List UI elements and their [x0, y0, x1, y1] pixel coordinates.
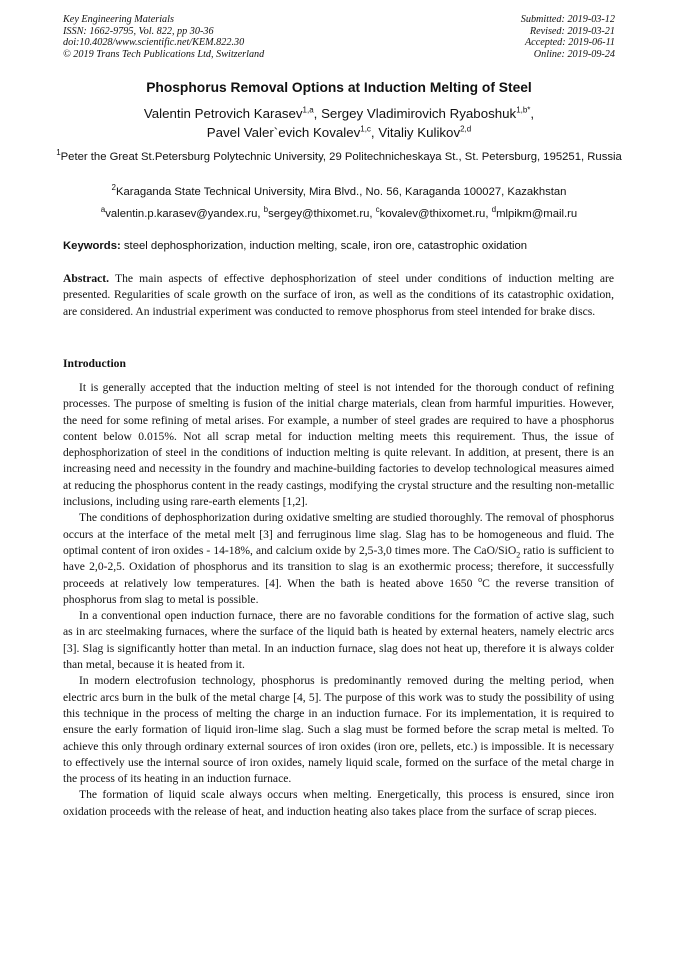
accepted-date: Accepted: 2019-06-11	[524, 37, 615, 49]
paragraph-text: ratio is sufficient to have 2,0-2,5. Oxidation of phosphorus and its transition to slag is an exothermic process; therefore, it successfully proceeds at relatively low temperatures. [4]. When the bath is heated above 1650	[63, 543, 615, 590]
email-separator: ,	[369, 208, 376, 220]
paragraph	[63, 510, 614, 608]
affiliation-text: Karaganda State Technical University, Mira Blvd., No. 56, Karaganda 100027, Kazakhstan	[115, 186, 567, 198]
online-date: Online: 2019-09-24	[533, 48, 615, 60]
email-link[interactable]: kovalev@thixomet.ru	[379, 208, 486, 220]
email-mark: c	[375, 205, 380, 215]
email-mark: a	[100, 205, 106, 215]
author-separator: ,	[370, 125, 379, 140]
keywords-line	[63, 239, 623, 254]
email-link[interactable]: mlpikm@mail.ru	[496, 208, 578, 220]
paragraph-text: C the reverse transition of phosphorus from slag to metal is possible.	[63, 576, 614, 606]
journal-name: Key Engineering Materials	[63, 14, 174, 25]
subscript: 2	[516, 550, 521, 560]
author-name: Valentin Petrovich Karasev	[143, 106, 303, 121]
email-separator: ,	[257, 208, 264, 220]
keywords-label: Keywords:	[63, 240, 121, 252]
keywords-text: steel dephosphorization, induction melting, scale, iron ore, catastrophic oxidation	[123, 240, 528, 252]
author-name: Sergey Vladimirovich Ryaboshuk	[321, 106, 517, 121]
affiliation-text: Peter the Great St.Petersburg Polytechnic University, 29 Politechnicheskaya St., St. Petersburg, 195251, Russia	[60, 151, 622, 163]
journal-copyright: © 2019 Trans Tech Publications Ltd, Switzerland	[63, 48, 265, 60]
journal-doi: doi:10.4028/www.scientific.net/KEM.822.30	[63, 37, 245, 49]
superscript: o	[478, 574, 483, 584]
affiliation-2	[50, 185, 628, 200]
submitted-date: Submitted: 2019-03-12	[520, 14, 615, 25]
paper-title: Phosphorus Removal Options at Induction Melting of Steel	[146, 80, 532, 95]
paragraph: It is generally accepted that the induction melting of steel is not intended for the thorough conduct of refining processes. The purpose of smelting is fusion of the initial charge materials, clean from harmful impurities. However, the need for some refining of metal arises. For example, a number of steel grades are required to have a phosphorus content below 0.015%. Not all scrap metal for induction melting meets this requirement. Thus, the issue of dephosphorization of steel in the conditions of induction melting is quite relevant. In addition, at present, there is an increasing need and necessity in the foundry and machine-building factories to develop technological measures aimed at reducing the phosphorus content in the ready castings, modifying the crystal structure and the resulting non-metallic inclusions, including using rare-earth elements [1,2].	[63, 381, 614, 509]
email-link[interactable]: sergey@thixomet.ru	[268, 208, 370, 220]
author-list	[40, 104, 638, 142]
author-affil-mark: 1,a	[302, 105, 314, 115]
email-separator: ,	[485, 208, 492, 220]
affiliation-1	[50, 150, 628, 165]
author-affil-mark: 1,c	[360, 124, 371, 134]
affiliation-mark: 1	[56, 148, 61, 158]
affiliation-mark: 2	[111, 183, 116, 193]
section-heading-introduction: Introduction	[63, 357, 126, 370]
paragraph: In modern electrofusion technology, phosphorus is predominantly removed during the melting period, when electric arcs burn in the bulk of the metal charge [4, 5]. The purpose of this work was to study the possibility of using this technique in the process of melting the charge in an induction furnace. For its implementation, it is required to ensure the early formation of liquid iron-lime slag. Such a slag must be formed before the scrap metal is melted. To achieve this only through ordinary external sources of iron oxides (iron ore, pellets, etc.) is impossible. It is necessary to effectively use the internal source of iron oxides, namely liquid scale, formed on the surface of the metal charge in the process of its heating in an induction furnace.	[63, 674, 614, 786]
paragraph: The formation of liquid scale always occurs when melting. Energetically, this process is ensured, since iron oxidation proceeds with the release of heat, and induction heating also takes place from the surface of scrap pieces.	[63, 788, 614, 818]
abstract-label: Abstract.	[63, 272, 110, 285]
email-list	[40, 207, 638, 222]
journal-issn: ISSN: 1662-9795, Vol. 822, pp 30-36	[63, 25, 214, 37]
author-name: Pavel Valer`evich Kovalev	[206, 125, 361, 140]
email-mark: b	[263, 205, 269, 215]
dates-header	[521, 14, 615, 60]
author-separator: ,	[313, 106, 322, 121]
abstract-paragraph	[63, 271, 614, 320]
email-mark: d	[491, 205, 497, 215]
author-affil-mark: 1,b*	[516, 105, 531, 115]
author-name: Vitaliy Kulikov	[378, 125, 461, 140]
author-affil-mark: 2,d	[460, 124, 472, 134]
paragraph-text: The conditions of dephosphorization during oxidative smelting are studied thoroughly. The removal of phosphorus occurs at the interface of the metal melt [3] and ferruginous lime slag. Slag has to be homogeneous and fluid. The optimal content of iron oxides - 14-18%, and calcium oxide by 2,5-3,0 times more. The CaO/SiO	[63, 511, 614, 557]
email-link[interactable]: valentin.p.karasev@yandex.ru	[105, 208, 258, 220]
author-separator: ,	[530, 106, 535, 121]
abstract-text: The main aspects of effective dephosphorization of steel under conditions of induction melting are presented. Regularities of scale growth on the surface of iron, as well as the conditions of its catastrophic oxidation, are considered. An industrial experiment was conducted to remove phosphorus from steel intended for brake discs.	[63, 272, 614, 318]
revised-date: Revised: 2019-03-21	[529, 25, 615, 37]
introduction-body	[63, 380, 614, 820]
journal-header	[63, 14, 264, 60]
paragraph: In a conventional open induction furnace, there are no favorable conditions for the formation of active slag, such as in arc steelmaking furnaces, where the surface of the liquid bath is heated by external heaters, namely electric arcs [3]. Slag is significantly hotter than metal. In an induction furnace, slag does not heat up, therefore it is always colder than metal, because it is heated from it.	[63, 609, 614, 672]
